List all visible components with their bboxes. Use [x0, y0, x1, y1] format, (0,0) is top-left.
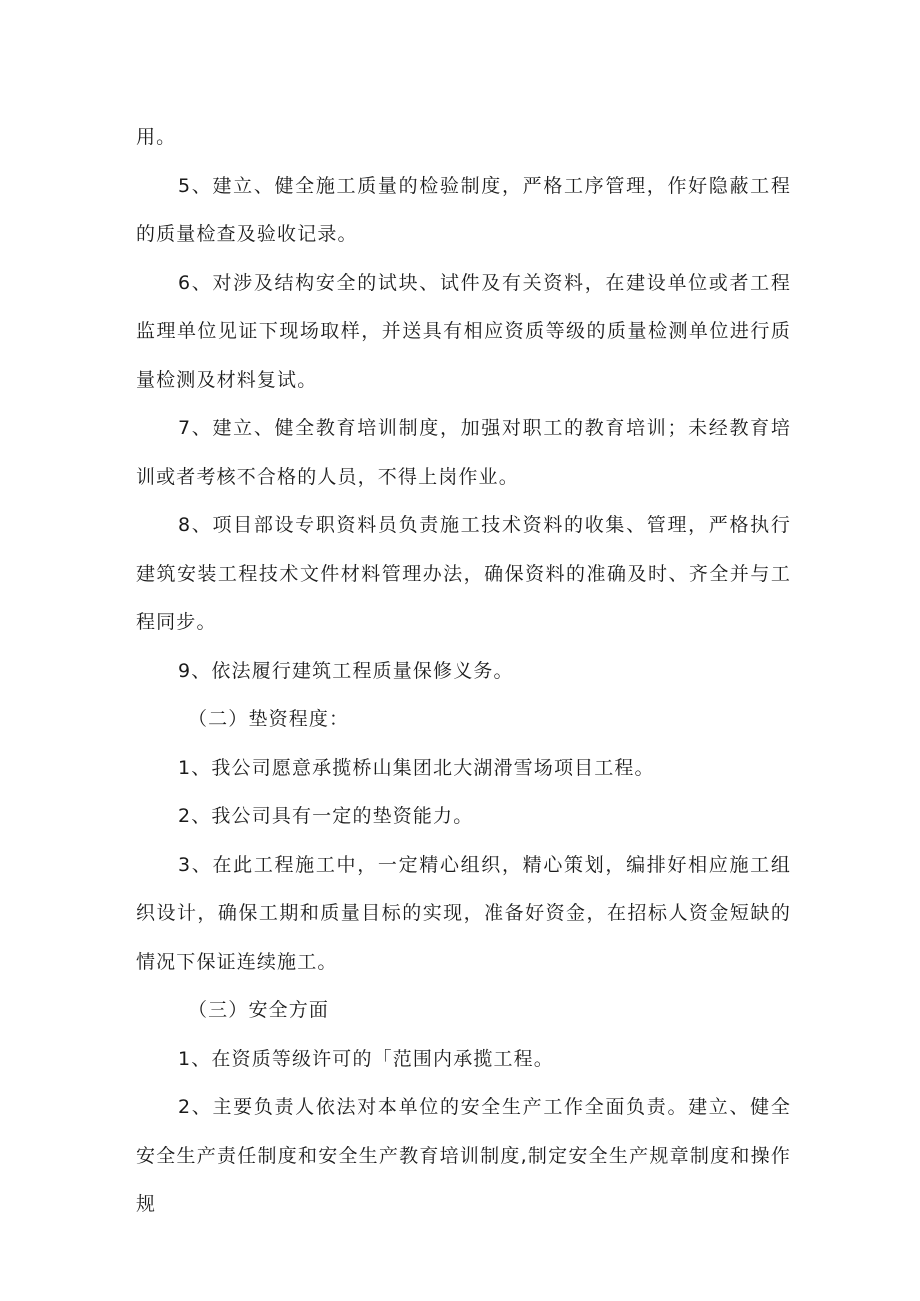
document-body [136, 113, 791, 1229]
section-heading-safety: （三）安全方面 [188, 999, 330, 1021]
paragraph-continuation: 用。 [136, 126, 177, 148]
section-heading-advance-funding: （二）垫资程度： [188, 708, 350, 730]
paragraph-safety-2: 2、主要负责人依法对本单位的安全生产工作全面负责。建立、健全安全生产责任制度和安全生产教育培训制度,制定安全生产规章制度和操作规 [136, 1096, 791, 1215]
paragraph-funding-3: 3、在此工程施工中，一定精心组织，精心策划，编排好相应施工组织设计，确保工期和质量目标的实现，准备好资金，在招标人资金短缺的情况下保证连续施工。 [136, 853, 791, 973]
paragraph-item-5: 5、建立、健全施工质量的检验制度，严格工序管理，作好隐蔽工程的质量检查及验收记录。 [136, 174, 791, 245]
paragraph-funding-1: 1、我公司愿意承揽桥山集团北大湖滑雪场项目工程。 [178, 756, 655, 779]
paragraph-item-6: 6、对涉及结构安全的试块、试件及有关资料，在建设单位或者工程监理单位见证下现场取样，并送具有相应资质等级的质量检测单位进行质量检测及材料复试。 [136, 271, 791, 391]
paragraph-item-9: 9、依法履行建筑工程质量保修义务。 [178, 659, 514, 682]
paragraph-safety-1: 1、在资质等级许可的「范围内承揽工程。 [178, 1047, 554, 1070]
paragraph-funding-2: 2、我公司具有一定的垫资能力。 [178, 805, 474, 827]
paragraph-item-8: 8、项目部设专职资料员负责施工技术资料的收集、管理，严格执行建筑安装工程技术文件材料管理办法，确保资料的准确及时、齐全并与工程同步。 [136, 514, 791, 633]
paragraph-item-7: 7、建立、健全教育培训制度，加强对职工的教育培训；未经教育培训或者考核不合格的人员，不得上岗作业。 [136, 417, 791, 488]
